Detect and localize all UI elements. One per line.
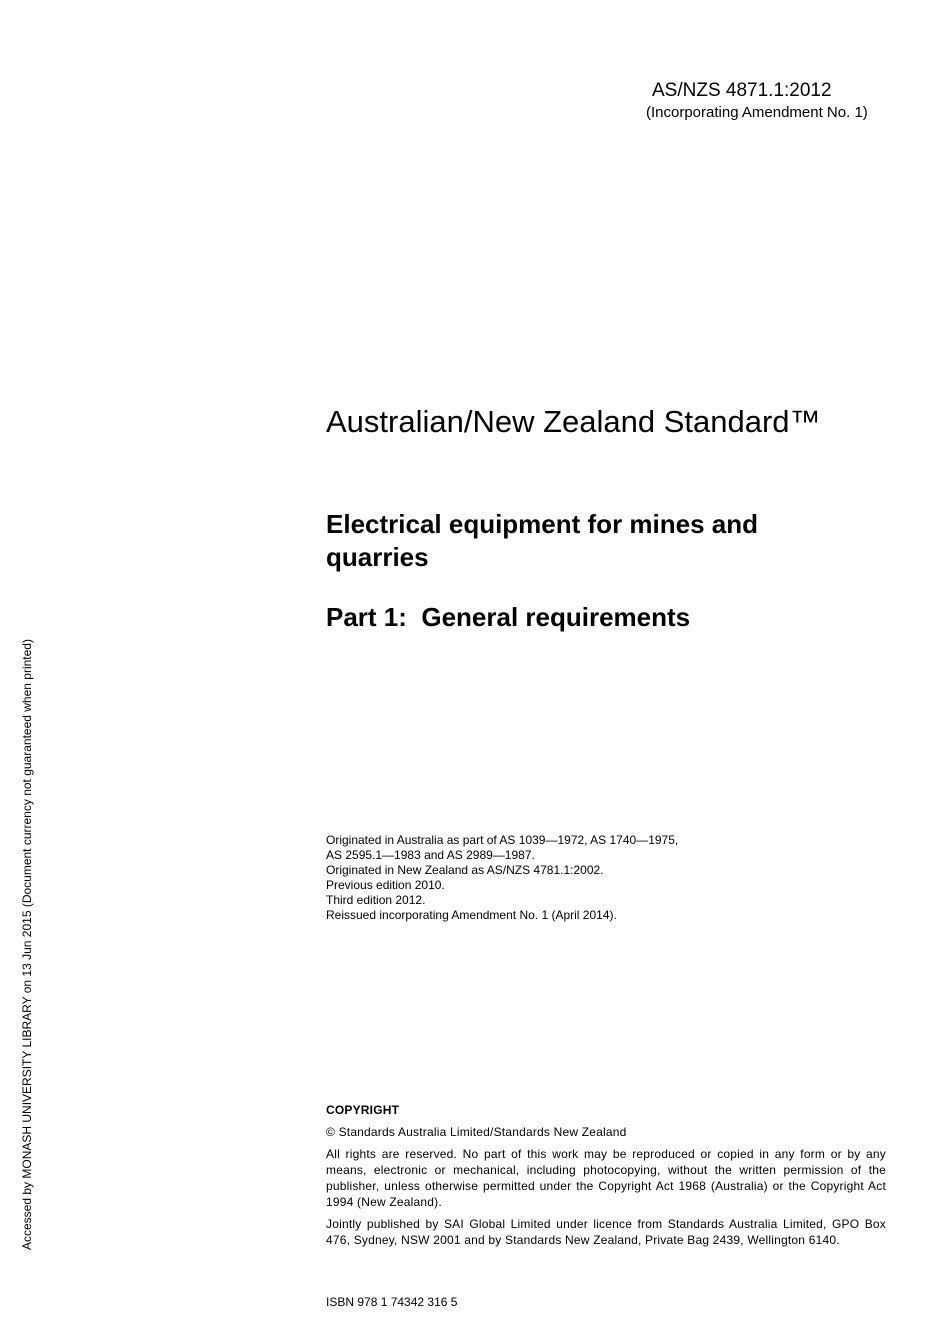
copyright-holder: © Standards Australia Limited/Standards New Zealand	[326, 1125, 627, 1139]
document-part-title: Part 1: General requirements	[326, 602, 691, 632]
history-line: Reissued incorporating Amendment No. 1 (April 2014).	[326, 908, 617, 922]
copyright-heading: COPYRIGHT	[326, 1103, 400, 1117]
history-line: Originated in New Zealand as AS/NZS 4781.1:2002.	[326, 863, 604, 877]
amendment-note: (Incorporating Amendment No. 1)	[646, 104, 868, 121]
document-title	[326, 508, 886, 574]
copyright-publisher: Jointly published by SAI Global Limited under licence from Standards Australia Limited, GPO Box 476, Sydney, NSW 2001 and by Standards New Zealand, Private Bag 2439, Wellington 6140.	[326, 1217, 886, 1247]
history-line: Originated in Australia as part of AS 1039—1972, AS 1740—1975,	[326, 833, 679, 847]
access-stamp: Accessed by MONASH UNIVERSITY LIBRARY on 13 Jun 2015 (Document currency not guaranteed when printed)	[20, 639, 34, 1250]
copyright-section	[326, 1102, 886, 1254]
standard-number: AS/NZS 4871.1:2012	[652, 80, 832, 101]
edition-history	[326, 833, 886, 923]
document-title-line1: Electrical equipment for mines and	[326, 509, 758, 539]
main-heading: Australian/New Zealand Standard™	[326, 404, 821, 439]
history-line: Previous edition 2010.	[326, 878, 445, 892]
document-title-line2: quarries	[326, 542, 429, 572]
history-line: Third edition 2012.	[326, 893, 426, 907]
isbn: ISBN 978 1 74342 316 5	[326, 1295, 458, 1309]
copyright-rights: All rights are reserved. No part of this work may be reproduced or copied in any form or by any means, electronic or mechanical, including photocopying, without the written permission of the publisher, unless otherwise permitted under the Copyright Act 1968 (Australia) or the Copyright Act 1994 (New Zealand).	[326, 1147, 886, 1209]
history-line: AS 2595.1—1983 and AS 2989—1987.	[326, 848, 535, 862]
